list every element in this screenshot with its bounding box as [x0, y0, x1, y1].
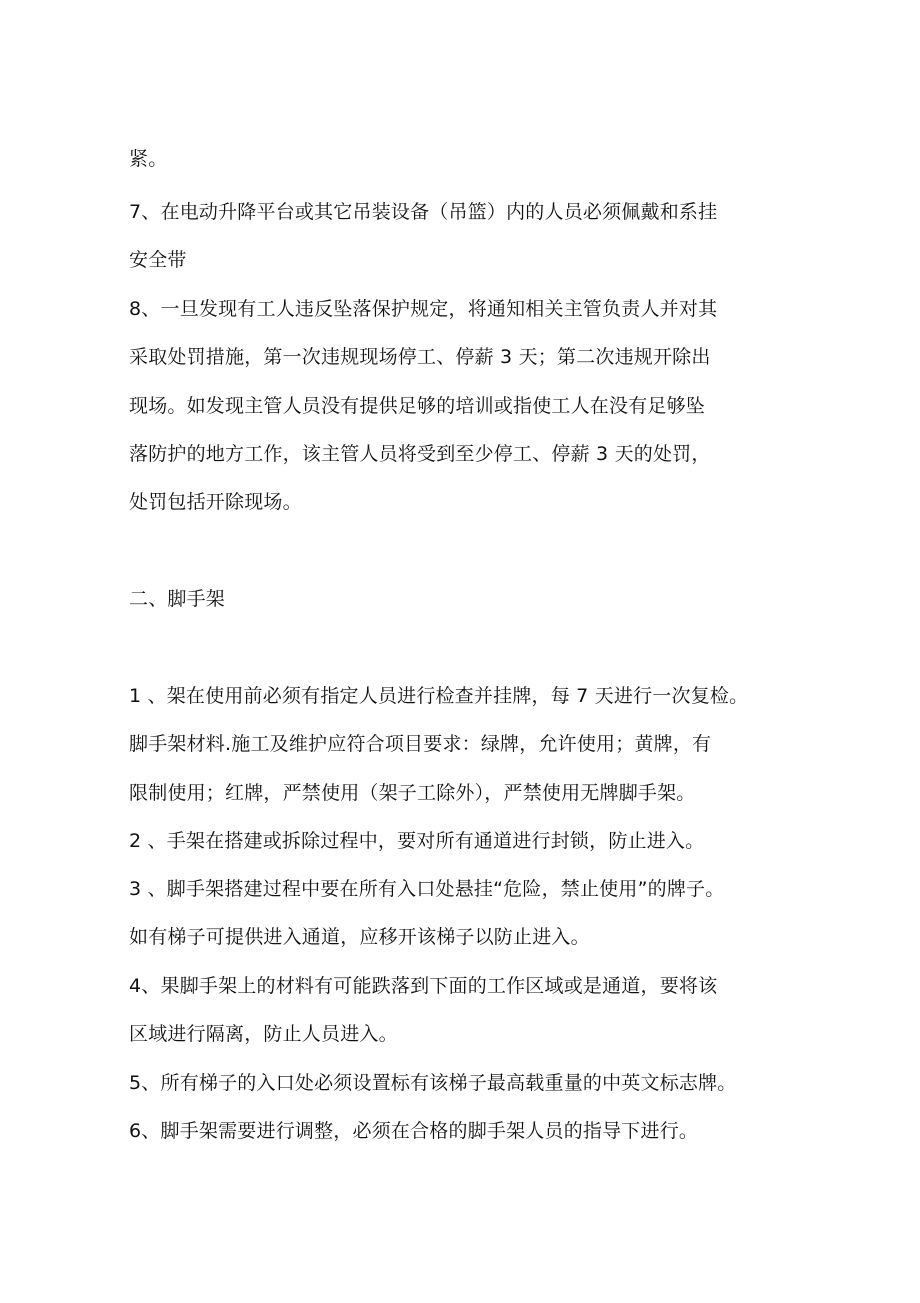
text-line: 5、所有梯子的入口处必须设置标有该梯子最高载重量的中英文标志牌。 — [129, 1072, 737, 1094]
text-line: 紧。 — [129, 148, 168, 170]
text-line: 现场。如发现主管人员没有提供足够的培训或指使工人在没有足够坠 — [129, 395, 706, 417]
text-line: 落防护的地方工作，该主管人员将受到至少停工、停薪 3 天的处罚， — [129, 443, 711, 465]
text-line: 7、在电动升降平台或其它吊装设备（吊篮）内的人员必须佩戴和系挂 — [129, 201, 718, 223]
text-line: 如有梯子可提供进入通道，应移开该梯子以防止进入。 — [129, 926, 590, 948]
text-line: 6、脚手架需要进行调整，必须在合格的脚手架人员的指导下进行。 — [129, 1120, 699, 1142]
text-line: 处罚包括开除现场。 — [129, 491, 302, 513]
text-line: 8、一旦发现有工人违反坠落保护规定，将通知相关主管负责人并对其 — [129, 298, 718, 320]
text-line: 安全带 — [129, 249, 187, 271]
text-line: 3 、脚手架搭建过程中要在所有入口处悬挂“危险，禁止使用”的牌子。 — [129, 878, 725, 900]
text-line: 采取处罚措施，第一次违规现场停工、停薪 3 天；第二次违规开除出 — [129, 346, 711, 368]
text-line: 4、果脚手架上的材料有可能跌落到下面的工作区域或是通道，要将该 — [129, 975, 718, 997]
text-line: 2 、手架在搭建或拆除过程中，要对所有通道进行封锁，防止进入。 — [129, 830, 705, 852]
text-line: 限制使用；红牌，严禁使用（架子工除外），严禁使用无牌脚手架。 — [129, 782, 696, 804]
section-heading: 二、脚手架 — [129, 588, 226, 610]
text-line: 脚手架材料.施工及维护应符合项目要求：绿牌，允许使用；黄牌，有 — [129, 733, 712, 755]
text-line: 区域进行隔离，防止人员进入。 — [129, 1023, 398, 1045]
text-line: 1 、架在使用前必须有指定人员进行检查并挂牌，每 7 天进行一次复检。 — [129, 685, 749, 707]
